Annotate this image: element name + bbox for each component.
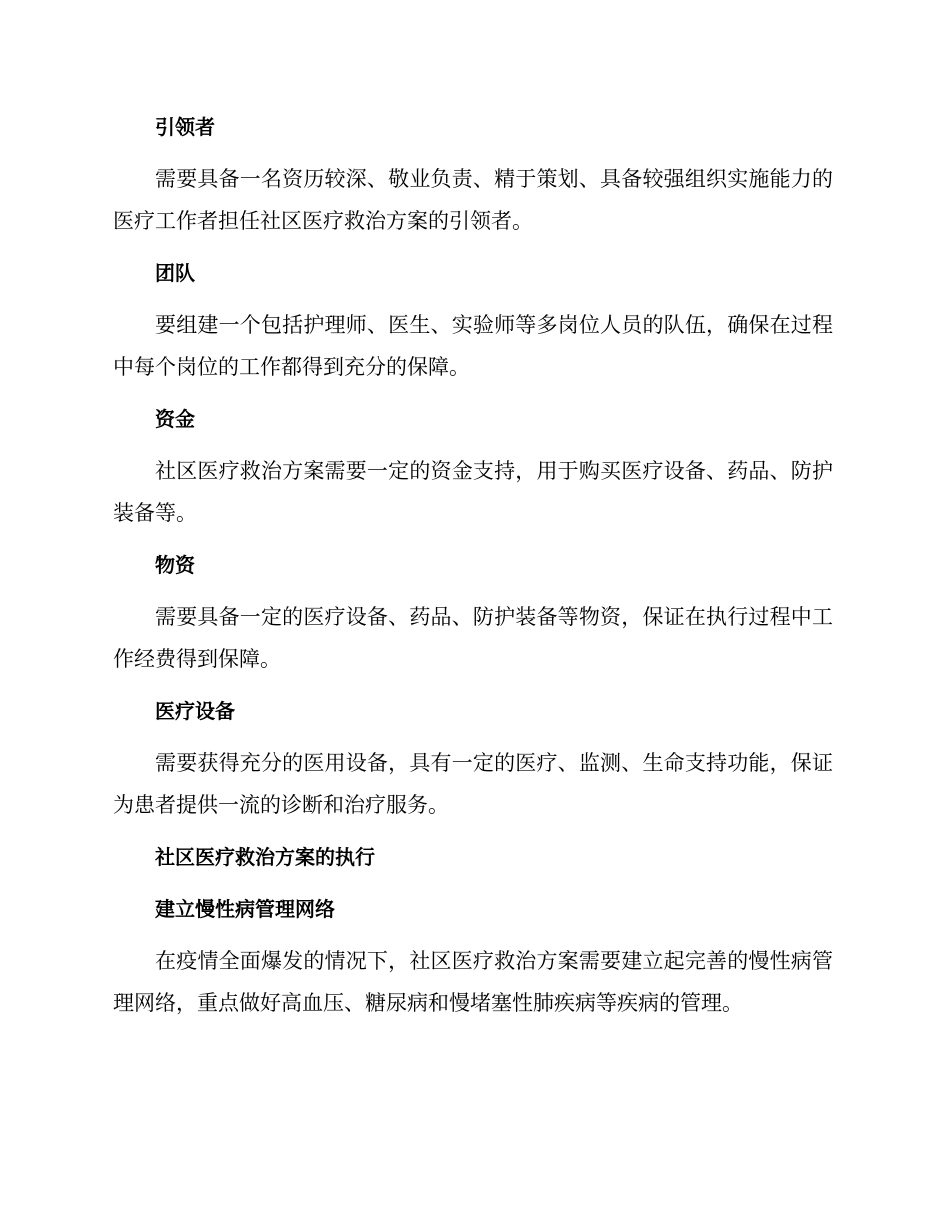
document-content: [113, 106, 833, 1034]
section-heading-leader: 引领者: [155, 115, 215, 139]
section-body-leader: 需要具备一名资历较深、敬业负责、精于策划、具备较强组织实施能力的医疗工作者担任社区医疗救治方案的引领者。: [113, 167, 833, 233]
section-body-medical-equipment: 需要获得充分的医用设备，具有一定的医疗、监测、生命支持功能，保证为患者提供一流的诊断和治疗服务。: [113, 751, 833, 817]
section-body-funding: 社区医疗救治方案需要一定的资金支持，用于购买医疗设备、药品、防护装备等。: [113, 459, 833, 525]
section-heading-execution: 社区医疗救治方案的执行: [155, 845, 375, 869]
section-heading-supplies: 物资: [155, 553, 195, 577]
section-heading-chronic-disease-network: 建立慢性病管理网络: [155, 897, 335, 921]
section-body-supplies: 需要具备一定的医疗设备、药品、防护装备等物资，保证在执行过程中工作经费得到保障。: [113, 605, 833, 671]
section-body-chronic-disease-network: 在疫情全面爆发的情况下，社区医疗救治方案需要建立起完善的慢性病管理网络，重点做好高血压、糖尿病和慢堵塞性肺疾病等疾病的管理。: [113, 949, 833, 1015]
section-heading-medical-equipment: 医疗设备: [155, 699, 235, 723]
section-heading-funding: 资金: [155, 407, 195, 431]
section-heading-team: 团队: [155, 261, 195, 285]
section-body-team: 要组建一个包括护理师、医生、实验师等多岗位人员的队伍，确保在过程中每个岗位的工作都得到充分的保障。: [113, 313, 833, 379]
